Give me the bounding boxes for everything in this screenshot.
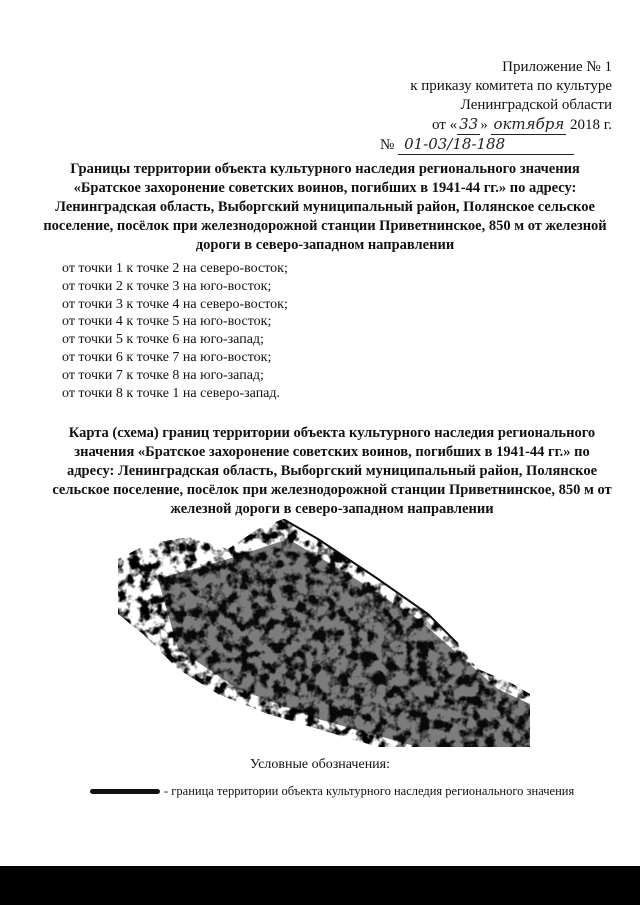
route-item: от точки 8 к точке 1 на северо-запад. [62,385,281,401]
route-item: от точки 5 к точке 6 на юго-запад; [62,332,264,348]
route-item: от точки 2 к точке 3 на юго-восток; [62,278,272,294]
route-item: от точки 4 к точке 5 на юго-восток; [62,314,272,330]
scan-bottom-border [0,866,640,905]
boundary-line-swatch [90,789,160,794]
boundary-route-list [62,260,288,402]
order-date: от « 33 » октября 2018 г. [431,115,612,133]
order-number: № 01-03/18-188 [352,135,612,155]
route-item: от точки 7 к точке 8 на юго-запад; [62,367,264,383]
legend-title: Условные обозначения: [249,757,391,772]
boundaries-title: Границы территории объекта культурного наследия регионального значения «Братское захоронение советских воинов, погибших в 1941-44 гг.» по адресу: Ленинградская область, Выборгский муниципальный район, Полянское сельское поселение, посёлок при железнодорожной станции Приветнинское, 850 м от железной дороги в северо-западном направлении [43,161,607,253]
appendix-committee: Ленинградской области [460,97,612,113]
appendix-header [352,58,612,155]
map-scheme-image [118,519,530,747]
route-item: от точки 1 к точке 2 на северо-восток; [62,261,288,276]
route-item: от точки 6 к точке 7 на юго-восток; [62,349,272,365]
appendix-number: Приложение № 1 [502,59,612,75]
legend-item [90,784,574,799]
order-date-day: 33 [459,115,479,133]
route-item: от точки 3 к точке 4 на северо-восток; [62,296,288,312]
appendix-order-ref: к приказу комитета по культуре [410,78,612,94]
order-number-value: 01-03/18-188 [398,135,574,155]
legend-item-label: - граница территории объекта культурного наследия регионального значения [164,784,575,798]
order-date-year: 2018 г. [570,117,612,133]
order-date-month: октября [493,115,565,133]
map-title: Карта (схема) границ территории объекта культурного наследия регионального значения «Братское захоронение советских воинов, погибших в 1941-44 гг.» по адресу: Ленинградская область, Выборгский муниципальный район, Полянское сельское поселение, посёлок при железнодорожной станции Приветнинское, 850 м от железной дороги в северо-западном направлении [52,425,612,517]
